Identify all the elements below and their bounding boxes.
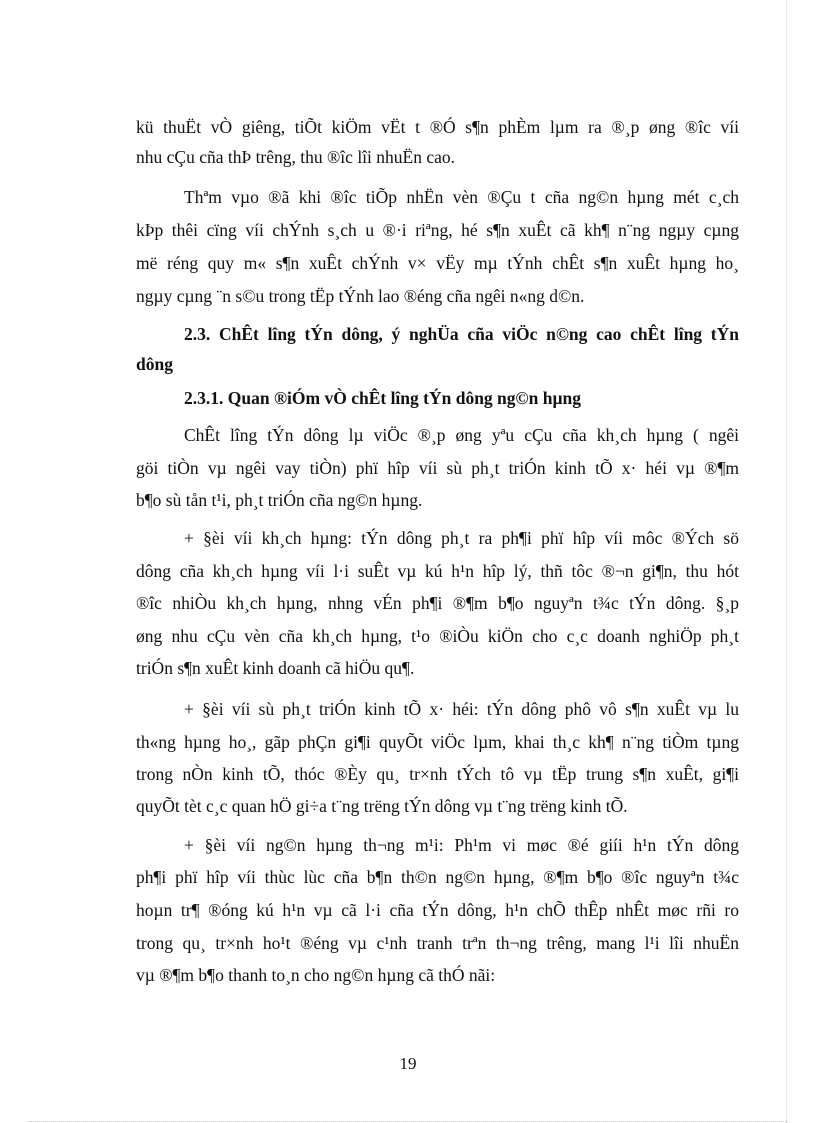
body-text-line: ph¶i phï hîp víi thùc lùc cña b¶n th©n ng©n hµng, ®¶m b¶o ®îc nguyªn t¾c: [136, 867, 739, 887]
body-text-line: + §èi víi sù ph¸t triÓn kinh tÕ x· héi: tÝn dông phô vô s¶n xuÊt vµ lu: [184, 699, 739, 719]
body-text-line: øng nhu cÇu vèn cña kh¸ch hµng, t¹o ®iÒu kiÖn cho c¸c doanh nghiÖp ph¸t: [136, 626, 739, 646]
page-bottom-border: [28, 1121, 788, 1122]
page-number: 19: [399, 1054, 417, 1073]
body-text-line: triÓn s¶n xuÊt kinh doanh cã hiÖu qu¶.: [136, 658, 415, 678]
body-text-line: kÞp thêi cïng víi chÝnh s¸ch u ®·i riªng, hé s¶n xuÊt cã kh¶ n¨ng ngµy cµng: [136, 220, 739, 240]
body-text-line: nhu cÇu cña thÞ trêng, thu ®îc lîi nhuËn cao.: [136, 147, 455, 167]
page-right-border: [786, 0, 787, 1123]
body-text-line: Thªm vµo ®ã khi ®îc tiÕp nhËn vèn ®Çu t cña ng©n hµng mét c¸ch: [184, 187, 739, 207]
body-text-line: ®îc nhiÒu kh¸ch hµng, nhng vÉn ph¶i ®¶m b¶o nguyªn t¾c tÝn dông. §¸p: [136, 593, 739, 613]
section-heading: 2.3. ChÊt lîng tÝn dông, ý nghÜa cña viÖc n©ng cao chÊt lîng tÝn: [184, 324, 739, 344]
body-text-line: ngµy cµng ¨n s©u trong tËp tÝnh lao ®éng cña ngêi n«ng d©n.: [136, 286, 585, 306]
subsection-heading: 2.3.1. Quan ®iÓm vÒ chÊt lîng tÝn dông ng©n hµng: [184, 388, 582, 408]
body-text-line: më réng quy m« s¶n xuÊt chÝnh v× vËy mµ tÝnh chÊt s¶n xuÊt hµng ho¸: [136, 253, 739, 273]
body-text-line: + §èi víi kh¸ch hµng: tÝn dông ph¸t ra ph¶i phï hîp víi môc ®Ých sö: [184, 528, 739, 548]
body-text-line: göi tiÒn vµ ngêi vay tiÒn) phï hîp víi sù ph¸t triÓn kinh tÕ x· héi vµ ®¶m: [136, 458, 739, 478]
body-text-line: + §èi víi ng©n hµng th¬ng m¹i: Ph¹m vi møc ®é giíi h¹n tÝn dông: [184, 835, 739, 855]
body-text-line: trong nÒn kinh tÕ, thóc ®Èy qu¸ tr×nh tÝch tô vµ tËp trung s¶n xuÊt, gi¶i: [136, 764, 739, 784]
body-text-line: dông cña kh¸ch hµng víi l·i suÊt vµ kú h¹n hîp lý, thñ tôc ®¬n gi¶n, thu hót: [136, 561, 739, 581]
body-text-line: hoµn tr¶ ®óng kú h¹n vµ cã l·i cña tÝn dông, h¹n chÕ thÊp nhÊt møc rñi ro: [136, 900, 739, 920]
section-heading-continued: dông: [136, 354, 173, 374]
body-text-line: vµ ®¶m b¶o thanh to¸n cho ng©n hµng cã thÓ nãi:: [136, 965, 496, 985]
body-text-line: th«ng hµng ho¸, gãp phÇn gi¶i quyÕt viÖc lµm, khai th¸c kh¶ n¨ng tiÒm tµng: [136, 732, 739, 752]
body-text-line: quyÕt tèt c¸c quan hÖ gi÷a t¨ng trëng tÝn dông vµ t¨ng trëng kinh tÕ.: [136, 796, 628, 816]
body-text-line: ChÊt lîng tÝn dông lµ viÖc ®¸p øng yªu cÇu cña kh¸ch hµng ( ngêi: [184, 425, 739, 445]
body-text-line: kü thuËt vÒ giêng, tiÕt kiÖm vËt t ®Ó s¶n phÈm lµm ra ®¸p øng ®îc víi: [136, 117, 739, 137]
body-text-line: trong qu¸ tr×nh ho¹t ®éng vµ c¹nh tranh trªn th¬ng trêng, mang l¹i lîi nhuËn: [136, 933, 739, 953]
body-text-line: b¶o sù tån t¹i, ph¸t triÓn cña ng©n hµng.: [136, 490, 423, 510]
